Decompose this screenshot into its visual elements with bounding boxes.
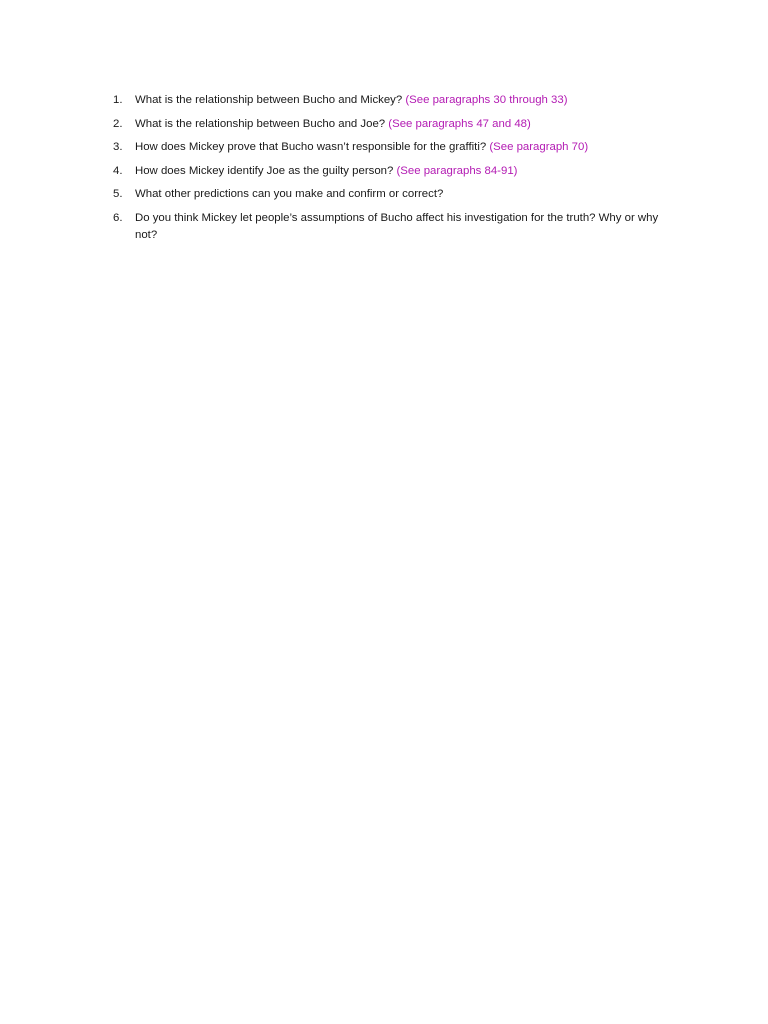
paragraph-reference: (See paragraphs 30 through 33) — [405, 94, 568, 106]
question-body — [135, 92, 676, 109]
question-item-3 — [106, 139, 676, 156]
question-number: 2. — [113, 117, 123, 130]
question-item-1 — [106, 92, 676, 109]
question-number: 3. — [113, 141, 123, 154]
question-body — [135, 139, 676, 156]
question-list — [106, 92, 676, 251]
question-text: What is the relationship between Bucho and Mickey? — [135, 94, 403, 106]
question-body — [135, 186, 676, 203]
question-number: 5. — [113, 188, 123, 201]
question-number: 1. — [113, 94, 123, 106]
question-item-2 — [106, 116, 676, 133]
question-body — [135, 210, 676, 244]
question-body — [135, 116, 676, 133]
question-text: Do you think Mickey let people’s assumptions of Bucho affect his investigation for the truth? Why or why not? — [135, 211, 659, 241]
paragraph-reference: (See paragraph 70) — [489, 141, 589, 154]
question-item-5 — [106, 186, 676, 203]
question-item-6 — [106, 210, 676, 244]
question-text: How does Mickey identify Joe as the guilty person? — [135, 164, 394, 177]
paragraph-reference: (See paragraphs 84-91) — [396, 164, 518, 177]
question-text: What other predictions can you make and confirm or correct? — [135, 188, 444, 201]
question-number: 4. — [113, 164, 123, 177]
question-body — [135, 163, 676, 180]
paragraph-reference: (See paragraphs 47 and 48) — [388, 117, 531, 130]
question-text: How does Mickey prove that Bucho wasn’t responsible for the graffiti? — [135, 141, 487, 154]
question-text: What is the relationship between Bucho and Joe? — [135, 117, 386, 130]
question-number: 6. — [113, 211, 123, 224]
question-item-4 — [106, 163, 676, 180]
